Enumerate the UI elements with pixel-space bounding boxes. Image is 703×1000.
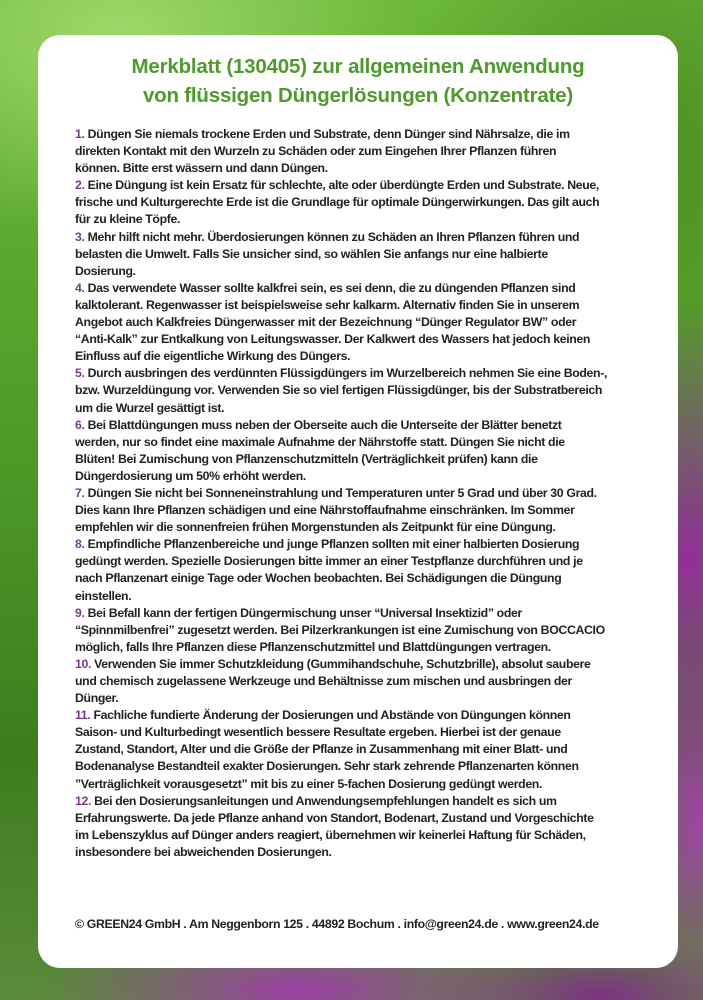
list-item-line: [75, 844, 665, 861]
document-title: [38, 52, 678, 110]
list-item-line: [75, 502, 665, 519]
item-text: belasten die Umwelt. Falls Sie unsicher sind, so wählen Sie anfangs nur eine halbierte: [75, 246, 548, 261]
item-text: empfehlen wir die sonnenfreien frühen Morgenstunden als Zeitpunkt für eine Düngung.: [75, 520, 556, 535]
list-item: [75, 280, 665, 365]
list-item-line: [75, 451, 665, 468]
list-item-line: [75, 810, 665, 827]
item-text: Dies kann Ihre Pflanzen schädigen und eine Nährstoffaufnahme einschränken. Im Sommer: [75, 503, 575, 518]
item-text: um die Wurzel gesättigt ist.: [75, 400, 225, 415]
list-item-line: [75, 656, 665, 673]
item-text: Mehr hilft nicht mehr. Überdosierungen können zu Schäden an Ihren Pflanzen führen und: [87, 229, 580, 244]
list-item-line: [75, 639, 665, 656]
list-item-line: [75, 280, 665, 297]
item-number: 1.: [75, 127, 85, 141]
item-text: können. Bitte erst wässern und dann Düngen.: [75, 161, 328, 176]
title-line-2: von flüssigen Düngerlösungen (Konzentrate): [142, 84, 574, 107]
list-item-line: [75, 331, 665, 348]
list-item: [75, 229, 665, 280]
item-text: nach Pflanzenart einige Tage oder Wochen beobachten. Bei Schädigungen die Düngung: [75, 571, 562, 586]
item-number: 6.: [75, 417, 85, 432]
item-text: Einfluss auf die eigentliche Wirkung des Düngers.: [75, 349, 351, 364]
item-text: Fachliche fundierte Änderung der Dosierungen und Abstände von Düngungen können: [93, 708, 571, 723]
item-text: Angebot auch Kalkfreies Düngerwasser mit der Bezeichnung “Dünger Regulator BW” oder: [75, 315, 577, 330]
list-item: [75, 793, 665, 861]
item-text: einstellen.: [75, 588, 132, 603]
list-item-line: [75, 417, 665, 434]
title-line-1: Merkblatt (130405) zur allgemeinen Anwendung: [131, 55, 585, 78]
item-number: 4.: [75, 280, 85, 295]
footer-contact: © GREEN24 GmbH . Am Neggenborn 125 . 44892 Bochum . info@green24.de . www.green24.de: [75, 917, 599, 931]
list-item-line: [75, 758, 665, 775]
item-text: bzw. Wurzeldüngung vor. Verwenden Sie so viel fertigen Flüssigdünger, bis der Substratbereich: [75, 383, 603, 398]
list-item-line: [75, 177, 665, 194]
item-text: ”Verträglichkeit vorausgesetzt” mit bis zu einer 5-fachen Dosierung gedüngt werden.: [75, 776, 543, 791]
item-text: Dosierung.: [75, 263, 136, 278]
item-text: Bei Befall kann der fertigen Düngermischung unser “Universal Insektizid” oder: [87, 605, 522, 620]
list-item: [75, 417, 665, 485]
list-item-line: [75, 246, 665, 263]
list-item-line: [75, 827, 665, 844]
list-item-line: [75, 553, 665, 570]
item-text: “Spinnmilbenfrei” zugesetzt werden. Bei Pilzerkrankungen ist eine Zumischung von BOCCACIO: [75, 622, 605, 637]
item-text: Bodenanalyse Bestandteil exakter Dosierungen. Sehr stark zehrende Pflanzenarten können: [75, 759, 579, 774]
item-text: Dünger.: [75, 691, 119, 706]
list-item: [75, 365, 665, 416]
list-item-line: [75, 365, 665, 382]
list-item-line: [75, 160, 665, 177]
item-text: frische und Kulturgerechte Erde ist die Grundlage für optimale Düngerwirkungen. Das gilt auch: [75, 195, 600, 210]
item-number: 9.: [75, 605, 85, 620]
list-item-line: [75, 485, 665, 502]
item-text: insbesondere bei abweichenden Dosierungen.: [75, 844, 332, 859]
list-item-line: [75, 126, 665, 143]
list-item-line: [75, 536, 665, 553]
list-item-line: [75, 400, 665, 417]
item-number: 5.: [75, 366, 85, 381]
list-item-line: [75, 468, 665, 485]
item-number: 11.: [75, 708, 91, 723]
item-text: Bei Blattdüngungen muss neben der Oberseite auch die Unterseite der Blätter benetzt: [87, 417, 562, 432]
list-item-line: [75, 348, 665, 365]
list-item-line: [75, 673, 665, 690]
list-item-line: [75, 314, 665, 331]
list-item: [75, 126, 665, 177]
item-text: direkten Kontakt mit den Wurzeln zu Schäden oder zum Eingehen Ihrer Pflanzen führen: [75, 144, 557, 159]
list-item: [75, 177, 665, 228]
item-text: Blüten! Bei Zumischung von Pflanzenschutzmitteln (Verträglichkeit prüfen) kann die: [75, 451, 538, 466]
item-number: 12.: [75, 793, 92, 808]
item-text: Verwenden Sie immer Schutzkleidung (Gummihandschuhe, Schutzbrille), absolut saubere: [94, 656, 591, 671]
item-text: Eine Düngung ist kein Ersatz für schlechte, alte oder überdüngte Erden und Substrate. Neue,: [87, 178, 599, 193]
item-text: Düngen Sie nicht bei Sonneneinstrahlung und Temperaturen unter 5 Grad und über 30 Grad.: [87, 485, 597, 500]
item-text: Empfindliche Pflanzenbereiche und junge Pflanzen sollten mit einer halbierten Dosierung: [87, 537, 580, 552]
list-item-line: [75, 741, 665, 758]
item-text: gedüngt werden. Spezielle Dosierungen bitte immer an einer Testpflanze durchführen und je: [75, 554, 583, 569]
list-item-line: [75, 263, 665, 280]
item-number: 2.: [75, 178, 85, 193]
list-item-line: [75, 519, 665, 536]
item-text: kalktolerant. Regenwasser ist beispielsweise sehr kalkarm. Alternativ finden Sie in unserem: [75, 297, 580, 312]
item-text: Durch ausbringen des verdünnten Flüssigdüngers im Wurzelbereich nehmen Sie eine Boden-,: [87, 366, 608, 381]
item-text: für zu kleine Töpfe.: [75, 212, 181, 227]
info-sheet-card: [38, 35, 678, 968]
item-number: 7.: [75, 485, 85, 500]
list-item-line: [75, 570, 665, 587]
list-item-line: [75, 622, 665, 639]
list-item-line: [75, 724, 665, 741]
list-item-line: [75, 707, 665, 724]
item-text: und chemisch zugelassene Werkzeuge und Behältnisse zum mischen und ausbringen der: [75, 674, 572, 688]
item-text: Das verwendete Wasser sollte kalkfrei sein, es sei denn, die zu düngenden Pflanzen sind: [87, 280, 576, 295]
list-item: [75, 485, 665, 536]
item-text: Düngerdosierung um 50% erhöht werden.: [75, 468, 306, 483]
list-item-line: [75, 776, 665, 793]
item-text: im Lebenszyklus auf Dünger anders reagiert, übernehmen wir keinerlei Haftung für Schäden,: [75, 827, 586, 842]
item-text: möglich, falls Ihre Pflanzen diese Pflanzenschutzmittel und Blattdüngungen vertragen.: [75, 639, 551, 654]
item-text: Saison- und Kulturbedingt wesentlich bessere Resultate ergeben. Hierbei ist der genaue: [75, 725, 561, 740]
item-text: Bei den Dosierungsanleitungen und Anwendungsempfehlungen handelt es sich um: [94, 793, 557, 808]
list-item-line: [75, 382, 665, 399]
list-item-line: [75, 229, 665, 246]
item-number: 3.: [75, 229, 85, 244]
instruction-list: [75, 126, 665, 861]
list-item-line: [75, 194, 665, 211]
list-item-line: [75, 297, 665, 314]
item-text: Düngen Sie niemals trockene Erden und Substrate, denn Dünger sind Nährsalze, die im: [87, 127, 570, 141]
item-number: 10.: [75, 656, 92, 671]
list-item: [75, 605, 665, 656]
item-text: “Anti-Kalk” zur Entkalkung von Leitungswasser. Der Kalkwert des Wassers hat jedoch keinen: [75, 332, 591, 347]
list-item-line: [75, 605, 665, 622]
list-item-line: [75, 143, 665, 160]
list-item-line: [75, 690, 665, 707]
list-item-line: [75, 211, 665, 228]
item-text: Zustand, Standort, Alter und die Größe der Pflanze in Zusammenhang mit einer Blatt- und: [75, 742, 568, 757]
list-item-line: [75, 588, 665, 605]
list-item: [75, 536, 665, 604]
item-text: Erfahrungswerte. Da jede Pflanze anhand von Standort, Bodenart, Zustand und Vorgeschichte: [75, 810, 594, 825]
item-number: 8.: [75, 537, 85, 552]
item-text: werden, nur so findet eine maximale Aufnahme der Nährstoffe statt. Düngen Sie nicht die: [75, 434, 565, 449]
list-item-line: [75, 793, 665, 810]
list-item-line: [75, 434, 665, 451]
list-item: [75, 656, 665, 707]
list-item: [75, 707, 665, 792]
